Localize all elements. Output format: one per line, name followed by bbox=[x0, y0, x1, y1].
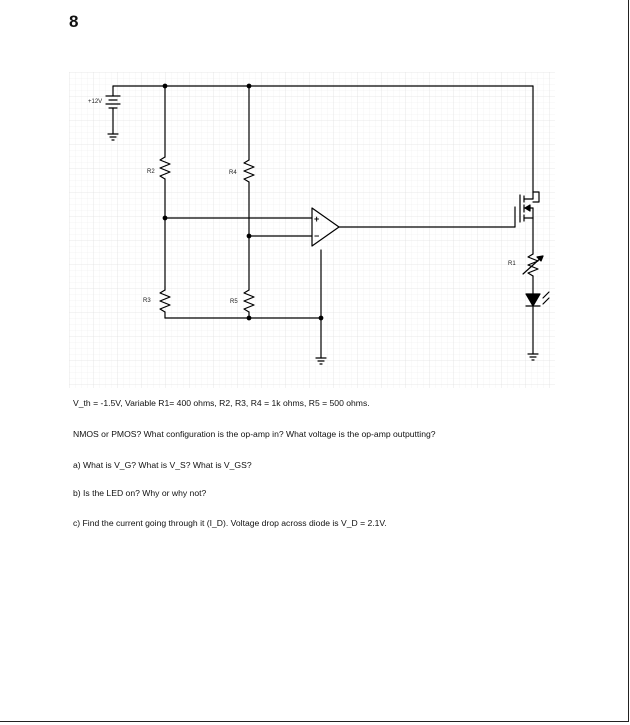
part-c-text: c) Find the current going through it (I_D). Voltage drop across diode is V_D = 2.1V. bbox=[73, 518, 387, 528]
r3-label: R3 bbox=[143, 298, 151, 304]
given-values-text: V_th = -1.5V, Variable R1= 400 ohms, R2, R3, R4 = 1k ohms, R5 = 500 ohms. bbox=[73, 398, 370, 408]
r2-label: R2 bbox=[147, 169, 155, 175]
supply-label: +12V bbox=[88, 99, 103, 105]
circuit-diagram bbox=[69, 72, 555, 388]
part-b-text: b) Is the LED on? Why or why not? bbox=[73, 488, 207, 498]
junction-dot bbox=[163, 216, 167, 220]
junction-dot bbox=[163, 84, 167, 88]
opamp-minus-label: − bbox=[314, 231, 320, 241]
part-a-text: a) What is V_G? What is V_S? What is V_GS? bbox=[73, 460, 252, 470]
problem-number: 8 bbox=[69, 12, 79, 31]
intro-question-text: NMOS or PMOS? What configuration is the op-amp in? What voltage is the op-amp outputting? bbox=[73, 429, 436, 439]
junction-dot bbox=[247, 234, 251, 238]
r1-label: R1 bbox=[508, 261, 516, 267]
junction-dot bbox=[319, 316, 323, 320]
r4-label: R4 bbox=[229, 170, 237, 176]
r5-label: R5 bbox=[230, 299, 238, 305]
junction-dot bbox=[247, 316, 251, 320]
opamp-plus-label: + bbox=[314, 214, 320, 224]
junction-dot bbox=[247, 84, 251, 88]
